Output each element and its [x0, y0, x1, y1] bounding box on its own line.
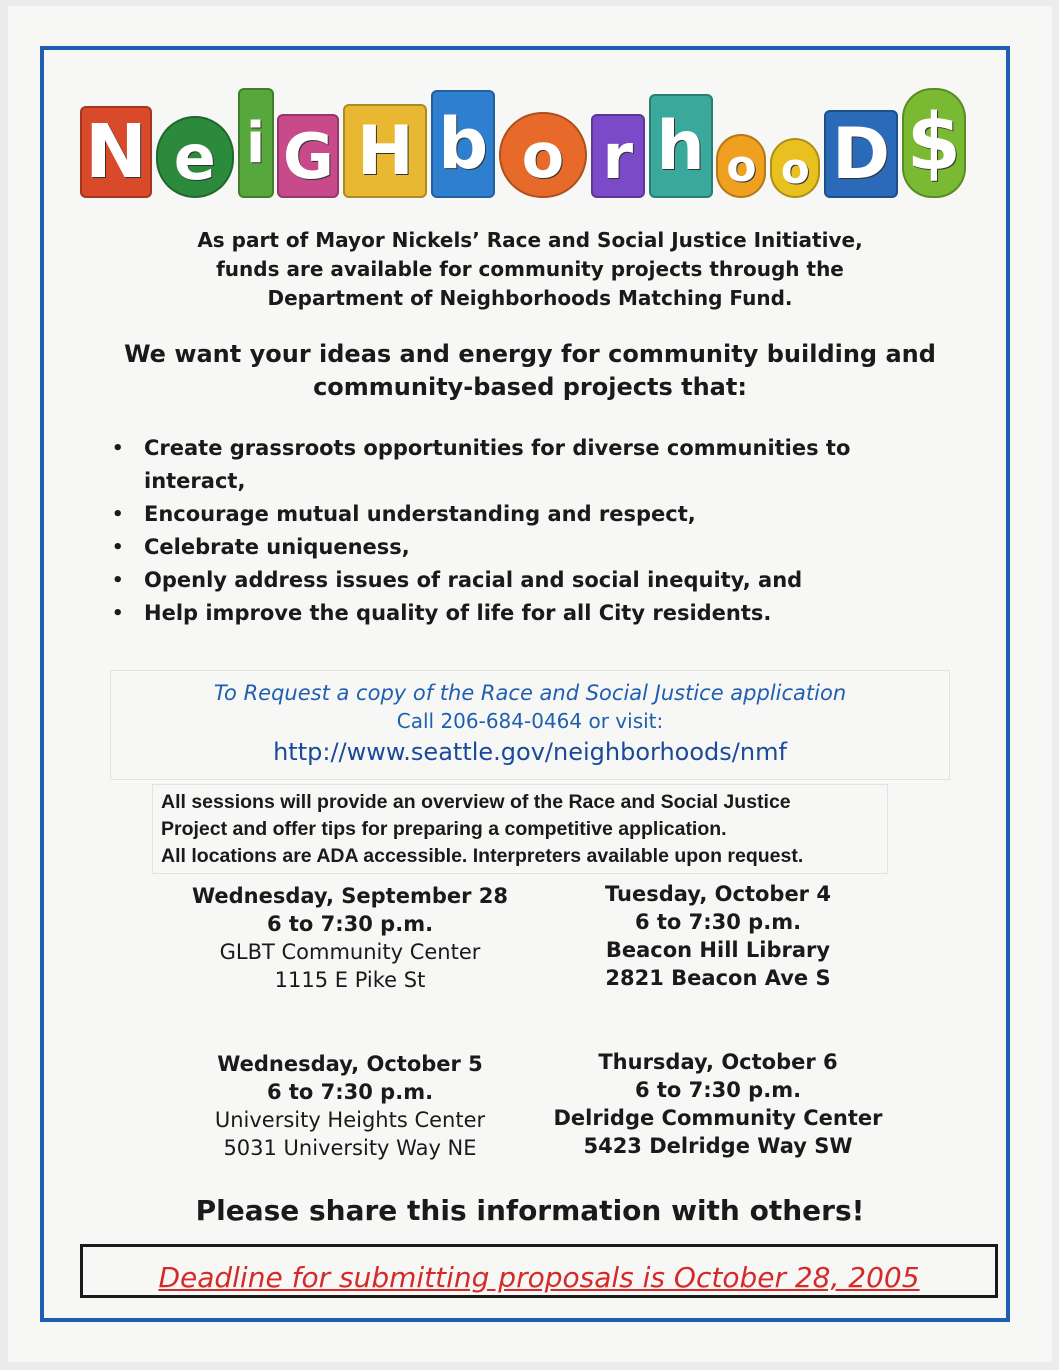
- call-to-action-heading: [110, 338, 950, 404]
- intro-line: funds are available for community projects through the: [216, 257, 844, 281]
- intro-line: As part of Mayor Nickels’ Race and Social Justice Initiative,: [197, 228, 863, 252]
- event-place: University Heights Center: [214, 1108, 486, 1132]
- heading-line: We want your ideas and energy for community building and: [124, 340, 936, 368]
- logo-letter: o: [770, 138, 820, 198]
- event-place: Beacon Hill Library: [605, 938, 831, 962]
- list-item: • Create grassroots opportunities for diverse communities to interact,: [112, 432, 872, 498]
- logo-letter: $: [902, 88, 966, 198]
- event-day: Tuesday, October 4: [605, 882, 831, 906]
- note-line: All locations are ADA accessible. Interpreters available upon request.: [161, 845, 804, 867]
- event-address: 2821 Beacon Ave S: [605, 966, 831, 990]
- logo-letter: H: [343, 104, 427, 198]
- logo-letter: D: [824, 110, 898, 198]
- logo-letter: h: [649, 94, 713, 198]
- event-time: 6 to 7:30 p.m.: [266, 912, 434, 936]
- logo-letter: r: [591, 114, 645, 198]
- logo-letter: o: [499, 112, 587, 198]
- session-oct-6: [548, 1048, 888, 1160]
- note-line: All sessions will provide an overview of the Race and Social Justice: [161, 791, 791, 813]
- share-message: Please share this information with others!: [195, 1194, 865, 1227]
- sessions-note-box: [152, 784, 888, 874]
- event-address: 1115 E Pike St: [274, 968, 426, 992]
- event-day: Thursday, October 6: [598, 1050, 838, 1074]
- event-day: Wednesday, October 5: [217, 1052, 483, 1076]
- heading-line: community-based projects that:: [313, 373, 747, 401]
- intro-line: Department of Neighborhoods Matching Fund.: [267, 286, 793, 310]
- list-item: • Encourage mutual understanding and respect,: [112, 498, 872, 531]
- session-oct-4: [548, 880, 888, 992]
- session-oct-5: [180, 1050, 520, 1162]
- event-time: 6 to 7:30 p.m.: [266, 1080, 434, 1104]
- list-item: • Help improve the quality of life for all City residents.: [112, 597, 872, 630]
- neighborhoods-logo: [80, 80, 966, 198]
- session-sep-28: [180, 882, 520, 994]
- logo-letter: N: [80, 106, 152, 198]
- logo-letter: G: [277, 114, 339, 198]
- request-phone: Call 206-684-0464 or visit:: [396, 709, 664, 733]
- event-time: 6 to 7:30 p.m.: [634, 1078, 802, 1102]
- event-time: 6 to 7:30 p.m.: [634, 910, 802, 934]
- logo-letter: e: [156, 116, 234, 198]
- logo-letter: i: [238, 88, 274, 198]
- request-line: To Request a copy of the Race and Social Justice application: [213, 681, 847, 705]
- event-day: Wednesday, September 28: [191, 884, 508, 908]
- project-goals-list: [112, 432, 872, 630]
- event-place: Delridge Community Center: [553, 1106, 883, 1130]
- logo-letter: o: [716, 134, 766, 198]
- list-item: • Openly address issues of racial and social inequity, and: [112, 564, 872, 597]
- application-request-box: [110, 670, 950, 780]
- deadline-banner: Deadline for submitting proposals is October 28, 2005: [80, 1244, 998, 1298]
- event-place: GLBT Community Center: [219, 940, 481, 964]
- list-item: • Celebrate uniqueness,: [112, 531, 872, 564]
- request-url-link[interactable]: http://www.seattle.gov/neighborhoods/nmf: [273, 738, 787, 766]
- logo-letter: b: [431, 90, 495, 198]
- event-address: 5423 Delridge Way SW: [583, 1134, 853, 1158]
- intro-paragraph: [120, 226, 940, 313]
- note-line: Project and offer tips for preparing a competitive application.: [161, 818, 727, 840]
- event-address: 5031 University Way NE: [223, 1136, 477, 1160]
